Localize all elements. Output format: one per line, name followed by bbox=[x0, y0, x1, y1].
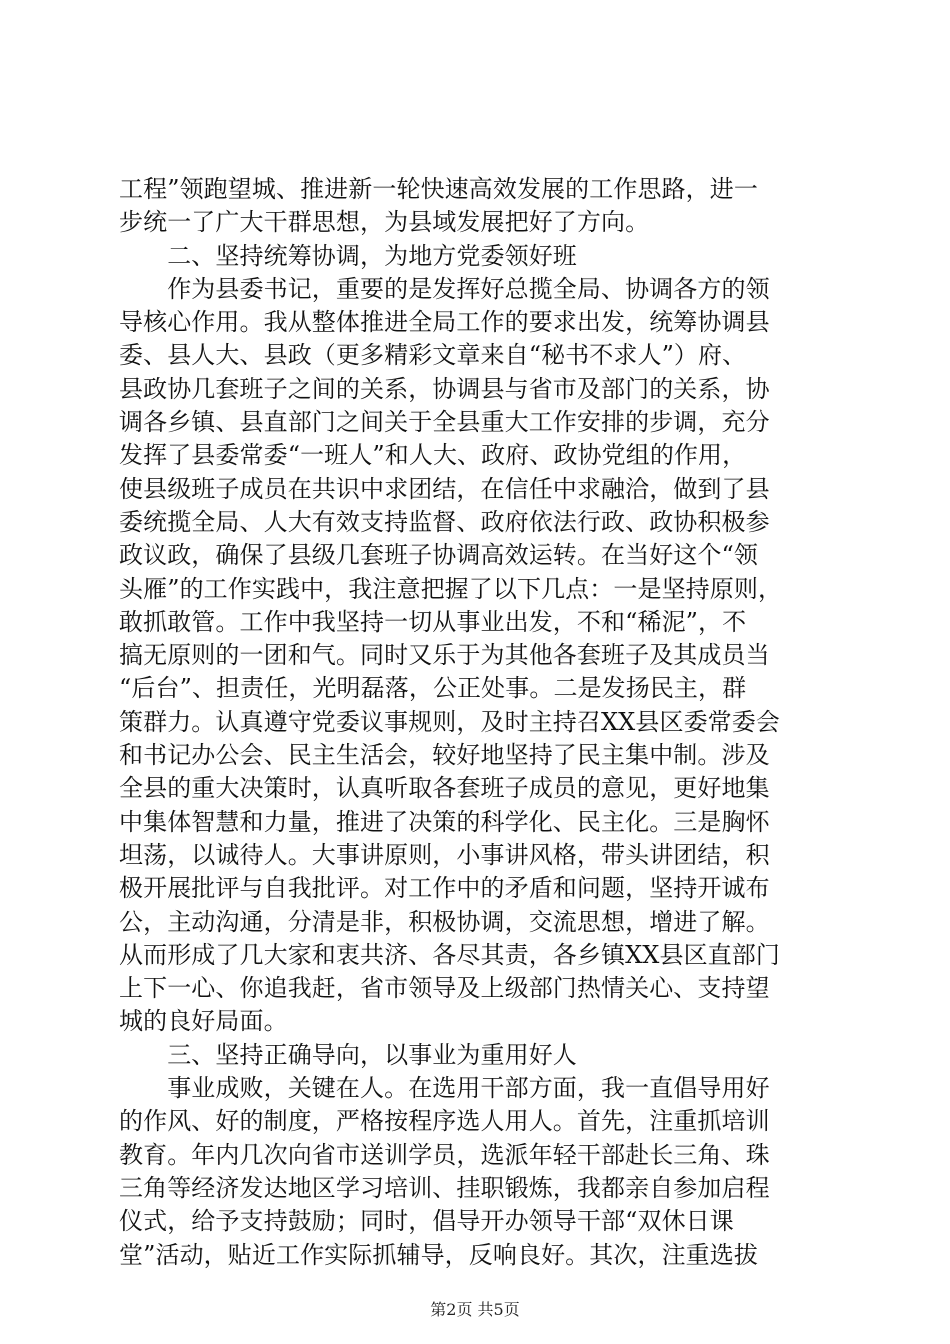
text-line: 搞无原则的一团和气。同时又乐于为其他各套班子及其成员当 bbox=[119, 641, 770, 670]
text-line: 中集体智慧和力量，推进了决策的科学化、民主化。三是胸怀 bbox=[119, 807, 770, 836]
text-line: 作为县委书记，重要的是发挥好总揽全局、协调各方的领 bbox=[119, 274, 770, 303]
text-line: 步统一了广大干群思想，为县域发展把好了方向。 bbox=[119, 208, 650, 237]
text-line: 策群力。认真遵守党委议事规则，及时主持召XX县区委常委会 bbox=[119, 707, 780, 736]
text-line: 发挥了县委常委“一班人”和人大、政府、政协党组的作用， bbox=[119, 441, 747, 470]
text-line: 政议政，确保了县级几套班子协调高效运转。在当好这个“领 bbox=[119, 541, 758, 570]
text-line: 工程”领跑望城、推进新一轮快速高效发展的工作思路，进一 bbox=[119, 175, 758, 203]
text-line: 坦荡，以诚待人。大事讲原则，小事讲风格，带头讲团结，积 bbox=[119, 840, 770, 869]
text-line: 堂”活动，贴近工作实际抓辅导，反响良好。其次，注重选拔 bbox=[119, 1240, 758, 1269]
text-line: 从而形成了几大家和衷共济、各尽其责，各乡镇XX县区直部门 bbox=[119, 940, 780, 969]
text-line: 极开展批评与自我批评。对工作中的矛盾和问题，坚持开诚布 bbox=[119, 874, 770, 903]
text-line: 全县的重大决策时，认真听取各套班子成员的意见，更好地集 bbox=[119, 774, 770, 803]
text-line: 上下一心、你追我赶，省市领导及上级部门热情关心、支持望 bbox=[119, 974, 770, 1003]
text-line: 县政协几套班子之间的关系，协调县与省市及部门的关系，协 bbox=[119, 374, 770, 403]
text-line: 的作风、好的制度，严格按程序选人用人。首先，注重抓培训 bbox=[119, 1107, 770, 1136]
text-line: 事业成败，关键在人。在选用干部方面，我一直倡导用好 bbox=[119, 1074, 770, 1103]
text-line: 城的良好局面。 bbox=[119, 1007, 288, 1036]
document-body bbox=[119, 173, 839, 1272]
text-line: 教育。年内几次向省市送训学员，选派年轻干部赴长三角、珠 bbox=[119, 1140, 770, 1169]
text-line: 敢抓敢管。工作中我坚持一切从事业出发，不和“稀泥”，不 bbox=[119, 607, 747, 636]
text-line: 委统揽全局、人大有效支持监督、政府依法行政、政协积极参 bbox=[119, 507, 770, 536]
text-line: 委、县人大、县政（更多精彩文章来自“秘书不求人”）府、 bbox=[119, 341, 747, 370]
text-line: 仪式，给予支持鼓励；同时，倡导开办领导干部“双休日课 bbox=[119, 1207, 734, 1236]
text-line: “后台”、担责任，光明磊落，公正处事。二是发扬民主，群 bbox=[119, 674, 747, 703]
text-line: 导核心作用。我从整体推进全局工作的要求出发，统筹协调县 bbox=[119, 308, 770, 337]
text-line: 调各乡镇、县直部门之间关于全县重大工作安排的步调，充分 bbox=[119, 408, 770, 437]
text-line: 使县级班子成员在共识中求团结，在信任中求融洽，做到了县 bbox=[119, 474, 770, 503]
text-line: 三、坚持正确导向，以事业为重用好人 bbox=[119, 1040, 577, 1069]
text-line: 头雁”的工作实践中，我注意把握了以下几点：一是坚持原则， bbox=[119, 574, 783, 603]
text-line: 二、坚持统筹协调，为地方党委领好班 bbox=[119, 241, 577, 270]
text-line: 公，主动沟通，分清是非，积极协调，交流思想，增进了解。 bbox=[119, 907, 770, 936]
page-footer: 第2页 共5页 bbox=[430, 1300, 520, 1319]
text-line: 和书记办公会、民主生活会，较好地坚持了民主集中制。涉及 bbox=[119, 741, 770, 770]
text-line: 三角等经济发达地区学习培训、挂职锻炼，我都亲自参加启程 bbox=[119, 1173, 770, 1202]
